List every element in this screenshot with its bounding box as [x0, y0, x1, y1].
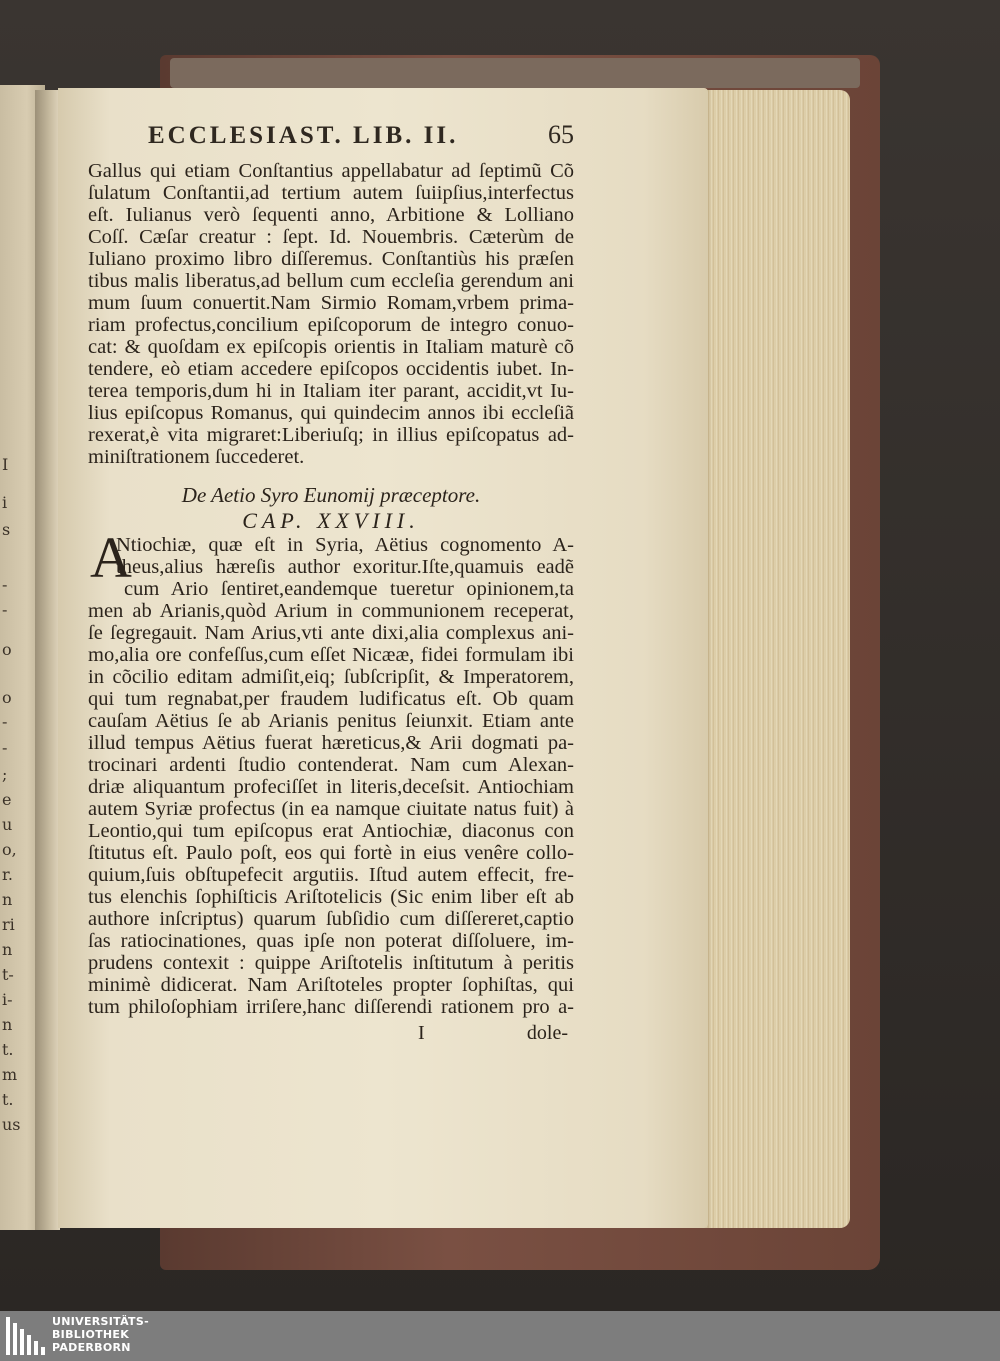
margin-letter: I — [2, 455, 9, 474]
text-line: cum Ario ſentiret,eandemque tueretur opinionem,ta — [124, 578, 574, 600]
library-name — [52, 1315, 149, 1354]
text-line: prudens contexit : quippe Ariſtotelis inſtitutum à peritis — [88, 952, 574, 974]
page-edges — [700, 90, 850, 1228]
text-line: mo,alia ore confeſſus,cum eſſet Nicææ, fidei formulam ibi — [88, 644, 574, 666]
margin-letter: - — [2, 738, 8, 757]
text-line: lius epiſcopus Romanus, qui quindecim annos ibi eccleſiã — [88, 402, 574, 424]
margin-letter: t. — [2, 1090, 14, 1109]
library-footer-bar — [0, 1311, 1000, 1361]
margin-letter: t- — [2, 965, 14, 984]
margin-letter: us — [2, 1115, 21, 1134]
margin-letter: - — [2, 600, 8, 619]
text-line: tendere, eò etiam accedere epiſcopos occidentis iubet. In- — [88, 358, 574, 380]
drop-cap-initial: A — [90, 525, 132, 590]
text-line: theus,alius hæreſis author exoritur.Iſte,quamuis eadẽ — [116, 556, 574, 578]
text-line: mum ſuum conuertit.Nam Sirmio Romam,vrbem prima- — [88, 292, 574, 314]
text-line: men ab Arianis,quòd Arium in communionem receperat, — [88, 600, 574, 622]
margin-letter: m — [2, 1065, 18, 1084]
text-line: Leontio,qui tum epiſcopus erat Antiochiæ, diaconus con — [88, 820, 574, 842]
text-line: in cõcilio editam admiſit,eiq; ſubſcripſit, & Imperatorem, — [88, 666, 574, 688]
text-line: autem Syriæ profectus (in ea namque ciuitate natus fuit) à — [88, 798, 574, 820]
text-line: qui tum regnabat,per fraudem ludificatus eſt. Ob quam — [88, 688, 574, 710]
text-line: terea temporis,dum hi in Italiam iter parant, accidit,vt Iu- — [88, 380, 574, 402]
library-name-line: BIBLIOTHEK — [52, 1328, 130, 1341]
text-line: Gallus qui etiam Conſtantius appellabatur ad ſeptimũ Cõ — [88, 160, 574, 182]
text-line: ſulatum Conſtantii,ad tertium autem ſuiipſius,interfectus — [88, 182, 574, 204]
margin-letter: i — [2, 493, 8, 512]
margin-letter: r. — [2, 865, 13, 884]
text-line: cat: & quoſdam ex epiſcopis orientis in Italiam maturè cõ — [88, 336, 574, 358]
chapter-paragraph — [88, 525, 574, 1018]
margin-letter: ; — [2, 765, 8, 784]
margin-letter: n — [2, 1015, 13, 1034]
margin-letter: - — [2, 712, 8, 731]
text-line: Iuliano proximo libro diſſeremus. Conſtantiùs his præſen — [88, 248, 574, 270]
text-line: minimè didicerat. Nam Ariſtoteles propter ſophiſtas, qui — [88, 974, 574, 996]
text-line: authore inſcriptus) quarum ſubſidio cum diſſereret,captio — [88, 908, 574, 930]
text-line: tus elenchis ſophiſticis Ariſtotelicis (Sic enim liber eſt ab — [88, 886, 574, 908]
margin-letter: e — [2, 790, 12, 809]
text-line: tum philoſophiam irriſere,hanc diſſerendi rationem pro a- — [88, 996, 574, 1018]
text-line: miniſtrationem ſuccederet. — [88, 446, 305, 468]
library-name-line: UNIVERSITÄTS- — [52, 1315, 149, 1328]
running-head: ECCLESIAST. LIB. II. — [148, 122, 459, 149]
margin-letter: ri — [2, 915, 15, 934]
paragraph-top — [88, 160, 574, 468]
text-line: Coſſ. Cæſar creatur : ſept. Id. Nouembris. Cæterùm de — [88, 226, 574, 248]
signature-mark: I — [418, 1022, 425, 1044]
folio-number: 65 — [548, 120, 574, 149]
library-name-line: PADERBORN — [52, 1341, 131, 1354]
text-line: tibus malis liberatus,ad bellum cum eccleſia gerendum ani — [88, 270, 574, 292]
page-header — [88, 120, 574, 160]
text-line: riam profectus,concilium epiſcoporum de integro conuo- — [88, 314, 574, 336]
margin-letter: s — [2, 520, 11, 539]
gutter-fold — [35, 90, 60, 1230]
text-line: eſt. Iulianus verò ſequenti anno, Arbitione & Lolliano — [88, 204, 574, 226]
margin-letter: u — [2, 815, 13, 834]
page-footer-line — [88, 1020, 574, 1046]
margin-letter: t. — [2, 1040, 14, 1059]
text-line: illud tempus Aëtius fuerat hæreticus,& Arii dogmati pa- — [88, 732, 574, 754]
margin-letter: n — [2, 890, 13, 909]
text-line: rexerat,è vita migraret:Liberiuſq; in illius epiſcopatus ad- — [88, 424, 574, 446]
text-line: quium,ſuis obſtupefecit argutiis. Iſtud autem effecit, fre- — [88, 864, 574, 886]
margin-letter: o — [2, 688, 12, 707]
text-line: ſe ſegregauit. Nam Arius,vti ante dixi,alia complexus ani- — [88, 622, 574, 644]
margin-letter: n — [2, 940, 13, 959]
text-line: ſas ratiocinationes, quas ipſe non poterat diſſoluere, im- — [88, 930, 574, 952]
margin-letter: i- — [2, 990, 13, 1009]
page-text-block — [88, 120, 574, 1046]
catchword: dole- — [526, 1022, 568, 1044]
library-logo-icon — [4, 1315, 48, 1357]
text-line: ſtitutus eſt. Paulo poſt, eos qui fortè in eius venêre collo- — [88, 842, 574, 864]
section-heading: De Aetio Syro Eunomij præceptore. — [181, 483, 481, 507]
text-line: trocinari ardenti ſtudio contenderat. Nam cum Alexan- — [88, 754, 574, 776]
margin-letter: o, — [2, 840, 17, 859]
margin-letter: o — [2, 640, 12, 659]
text-line: driæ aliquantum profeciſſet in literis,deceſsit. Antiochiam — [88, 776, 574, 798]
text-line: Ntiochiæ, quæ eſt in Syria, Aëtius cognomento A- — [116, 534, 574, 556]
book-cover-top-edge — [170, 58, 860, 88]
margin-letter: - — [2, 575, 8, 594]
text-line: cauſam Aëtius ſe ab Arianis penitus ſeiunxit. Etiam ante — [88, 710, 574, 732]
chapter-label: CAP. XXVIII. — [242, 508, 420, 533]
